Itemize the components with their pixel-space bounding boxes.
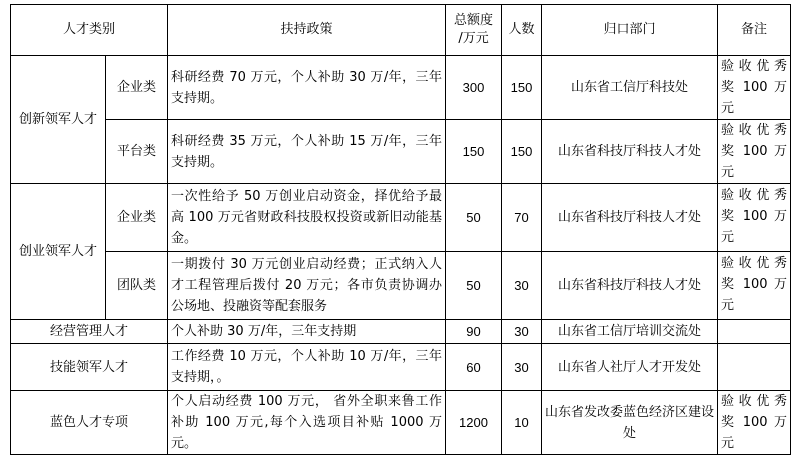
count-cell: 10 bbox=[502, 391, 542, 455]
count-cell: 30 bbox=[502, 320, 542, 344]
sub-category-cell: 企业类 bbox=[106, 56, 168, 120]
table-row bbox=[11, 56, 791, 120]
policy-cell: 科研经费 35 万元，个人补助 15 万/年，三年支持期。 bbox=[168, 120, 446, 184]
policy-cell: 科研经费 70 万元，个人补助 30 万/年，三年支持期。 bbox=[168, 56, 446, 120]
department-cell: 山东省工信厅培训交流处 bbox=[542, 320, 718, 344]
count-cell: 70 bbox=[502, 184, 542, 252]
department-cell: 山东省人社厅人才开发处 bbox=[542, 344, 718, 391]
department-cell: 山东省工信厅科技处 bbox=[542, 56, 718, 120]
note-cell: 验 收 优 秀 奖 100 万元 bbox=[718, 252, 791, 320]
table-row bbox=[11, 391, 791, 455]
policy-cell: 工作经费 10 万元，个人补助 10 万/年，三年支持期，。 bbox=[168, 344, 446, 391]
table-row bbox=[11, 252, 791, 320]
table-row bbox=[11, 184, 791, 252]
table-row bbox=[11, 120, 791, 184]
note-cell bbox=[718, 320, 791, 344]
header-amount bbox=[446, 5, 502, 56]
policy-cell: 一期拨付 30 万元创业启动经费；正式纳入人才工程管理后拨付 20 万元；各市负责协调办公场地、投融资等配套服务 bbox=[168, 252, 446, 320]
department-cell: 山东省科技厅科技人才处 bbox=[542, 252, 718, 320]
group-cell: 创新领军人才 bbox=[11, 56, 106, 184]
department-cell: 山东省科技厅科技人才处 bbox=[542, 184, 718, 252]
amount-cell: 1200 bbox=[446, 391, 502, 455]
header-category: 人才类别 bbox=[11, 5, 168, 56]
note-cell bbox=[718, 344, 791, 391]
count-cell: 30 bbox=[502, 252, 542, 320]
group-cell: 经营管理人才 bbox=[11, 320, 168, 344]
group-cell: 创业领军人才 bbox=[11, 184, 106, 320]
header-amount-line2: /万元 bbox=[458, 31, 489, 46]
department-cell: 山东省发改委蓝色经济区建设处 bbox=[542, 391, 718, 455]
table-row bbox=[11, 344, 791, 391]
note-cell: 验 收 优 秀 奖 100 万元 bbox=[718, 184, 791, 252]
count-cell: 30 bbox=[502, 344, 542, 391]
header-policy: 扶持政策 bbox=[168, 5, 446, 56]
header-row bbox=[11, 5, 791, 56]
talent-policy-table bbox=[10, 4, 791, 455]
policy-cell: 个人补助 30 万/年，三年支持期 bbox=[168, 320, 446, 344]
header-count: 人数 bbox=[502, 5, 542, 56]
header-amount-line1: 总额度 bbox=[454, 13, 494, 28]
count-cell: 150 bbox=[502, 120, 542, 184]
note-cell: 验 收 优 秀 奖 100 万元 bbox=[718, 120, 791, 184]
sub-category-cell: 平台类 bbox=[106, 120, 168, 184]
group-cell: 蓝色人才专项 bbox=[11, 391, 168, 455]
table-row bbox=[11, 320, 791, 344]
amount-cell: 60 bbox=[446, 344, 502, 391]
amount-cell: 50 bbox=[446, 252, 502, 320]
department-cell: 山东省科技厅科技人才处 bbox=[542, 120, 718, 184]
amount-cell: 50 bbox=[446, 184, 502, 252]
count-cell: 150 bbox=[502, 56, 542, 120]
sub-category-cell: 企业类 bbox=[106, 184, 168, 252]
amount-cell: 90 bbox=[446, 320, 502, 344]
sub-category-cell: 团队类 bbox=[106, 252, 168, 320]
note-cell: 验 收 优 秀 奖 100 万元 bbox=[718, 391, 791, 455]
note-cell: 验 收 优 秀 奖 100 万元 bbox=[718, 56, 791, 120]
amount-cell: 300 bbox=[446, 56, 502, 120]
policy-cell: 一次性给予 50 万创业启动资金，择优给予最高 100 万元省财政科技股权投资或新旧动能基金。 bbox=[168, 184, 446, 252]
amount-cell: 150 bbox=[446, 120, 502, 184]
header-note: 备注 bbox=[718, 5, 791, 56]
policy-cell: 个人启动经费 100 万元， 省外全职来鲁工作补助 100 万元,每个入选项目补贴 1000 万元。 bbox=[168, 391, 446, 455]
group-cell: 技能领军人才 bbox=[11, 344, 168, 391]
header-department: 归口部门 bbox=[542, 5, 718, 56]
